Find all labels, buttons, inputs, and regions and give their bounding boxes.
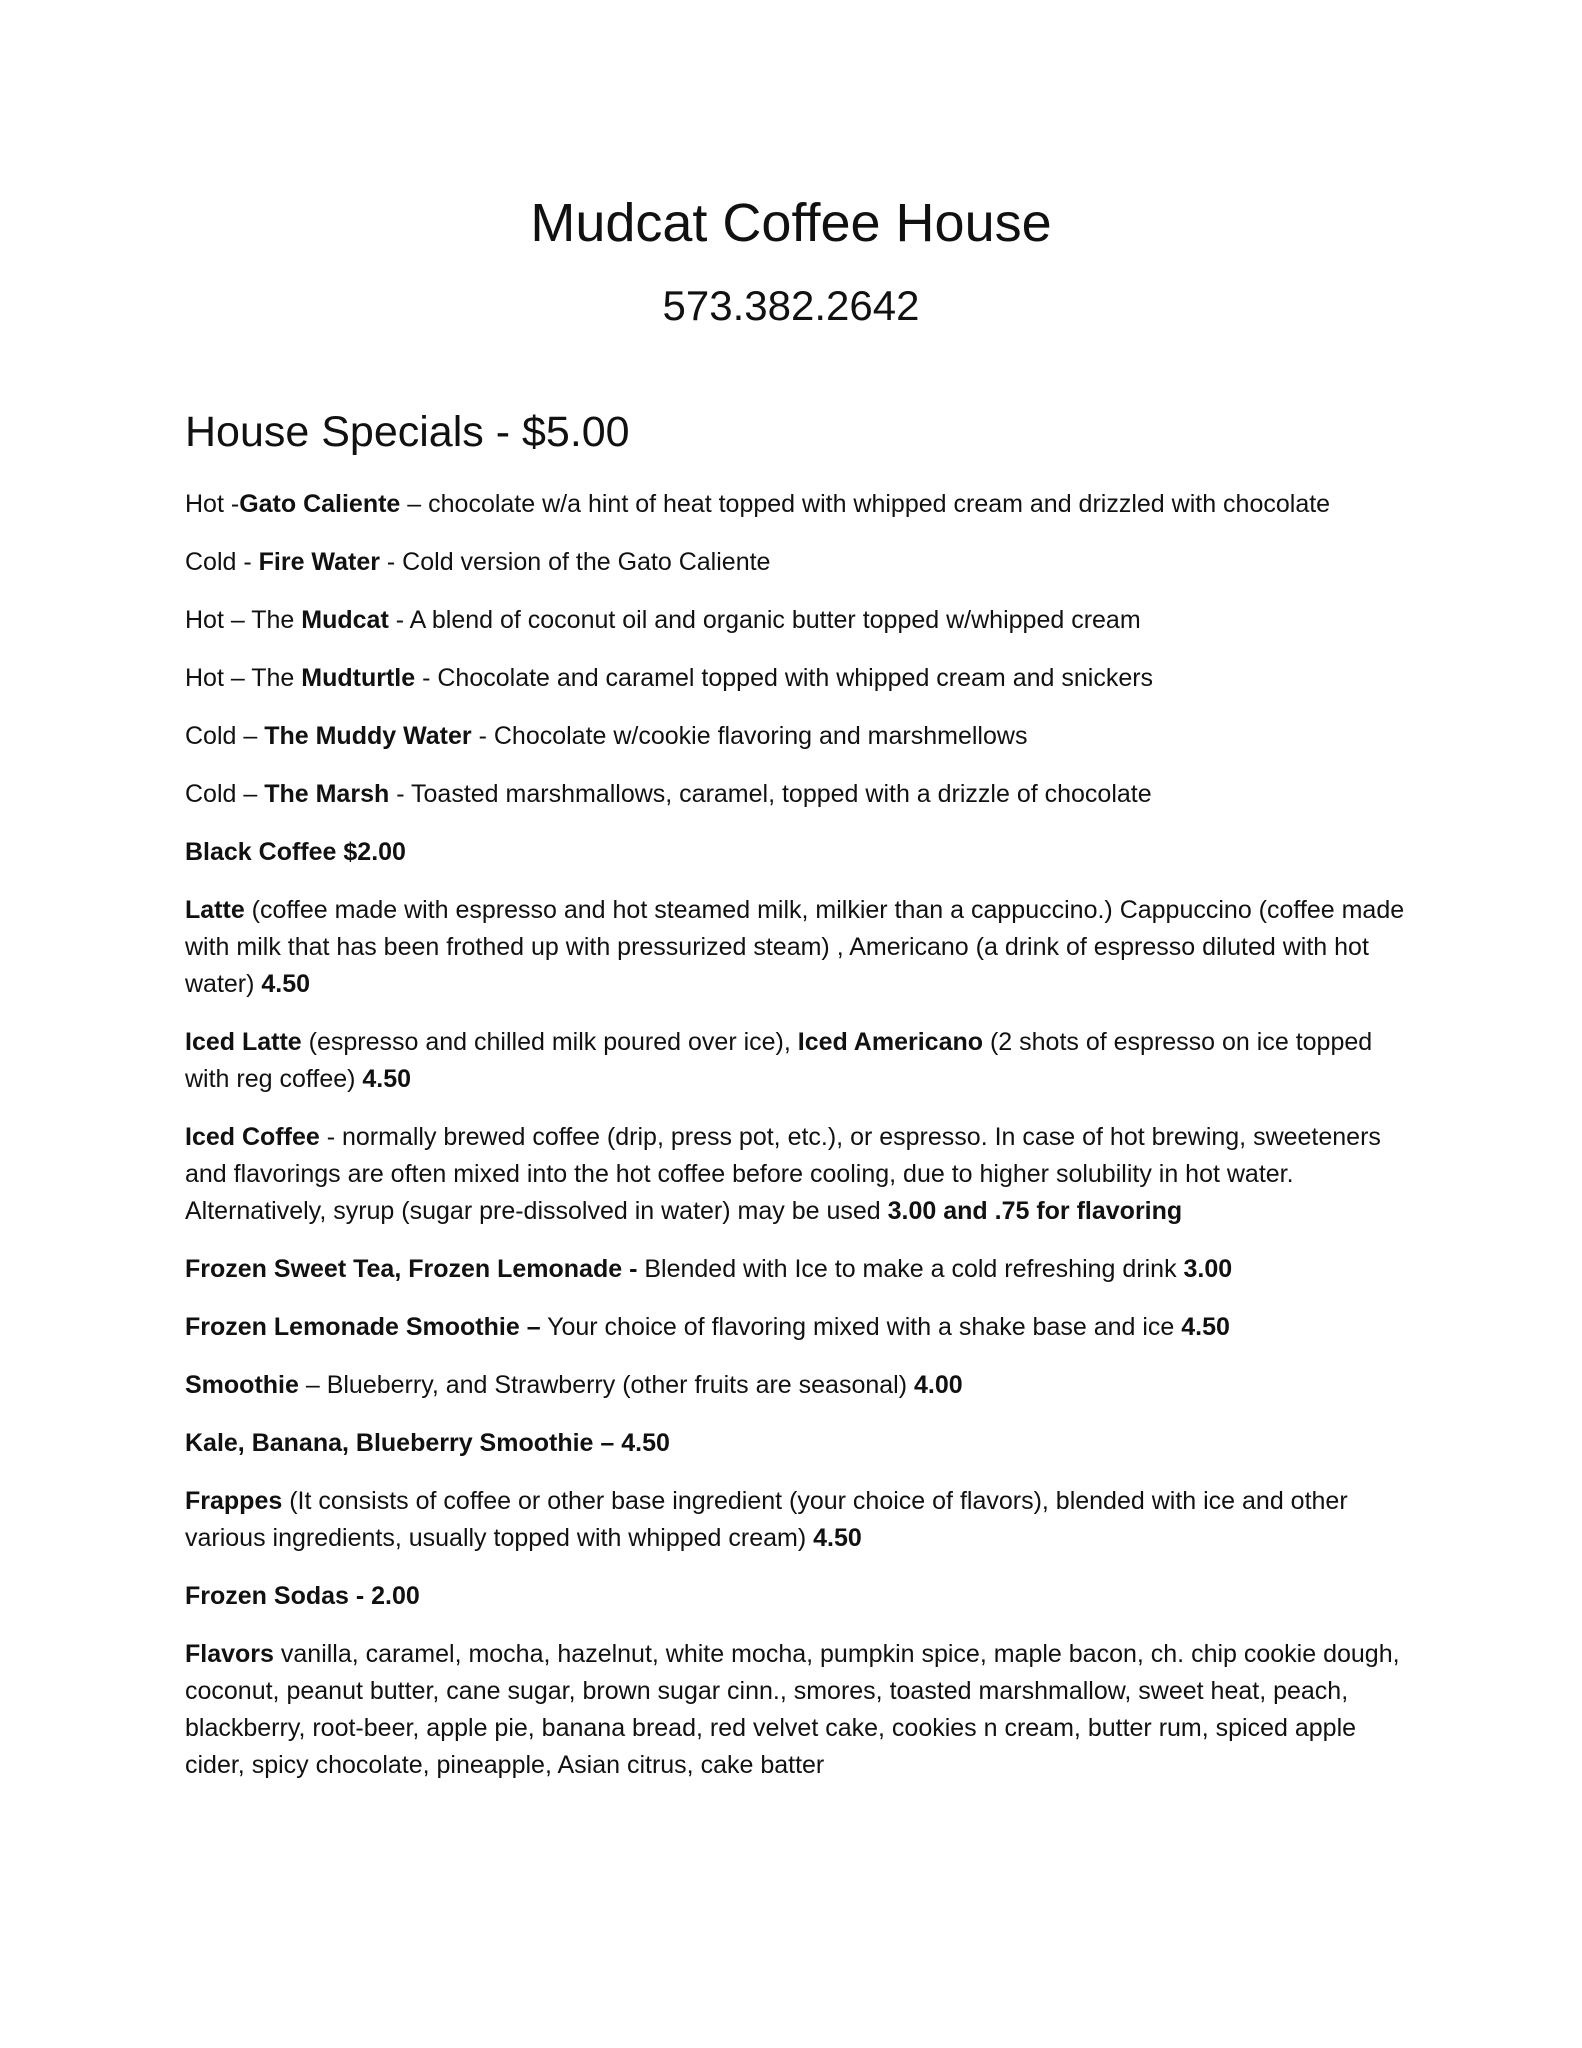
special-item: Cold - Fire Water - Cold version of the Gato Caliente xyxy=(185,548,771,576)
item-price: 4.50 xyxy=(1181,1313,1230,1341)
house-specials-heading: House Specials - $5.00 xyxy=(185,408,630,456)
black-coffee-item: Black Coffee $2.00 xyxy=(185,838,406,866)
item-price: 4.50 xyxy=(261,970,311,998)
page-title: Mudcat Coffee House xyxy=(530,193,1052,253)
item-name: Mudturtle xyxy=(301,664,416,692)
iced-latte-item: Iced Latte (espresso and chilled milk poured over ice), Iced Americano (2 shots of espresso on ice topped with reg coffee) 4.50 xyxy=(185,1028,1373,1093)
item-name: Mudcat xyxy=(301,606,389,634)
frozen-lemonade-smoothie-item: Frozen Lemonade Smoothie – Your choice of flavoring mixed with a shake base and ice 4.50 xyxy=(185,1313,1230,1341)
item-name: The Marsh xyxy=(264,780,390,808)
item-name: Fire Water xyxy=(258,548,380,576)
item-price: 4.00 xyxy=(914,1371,963,1399)
flavors-list: vanilla, caramel, mocha, hazelnut, white mocha, pumpkin spice, maple bacon, ch. chip cookie dough, coconut, peanut butter, cane sugar, brown sugar cinn., smores, toasted marshmallow, sweet heat, peach, blackberry, root-beer, apple pie, banana bread, red velvet cake, cookies n cream, butter rum, spiced apple cider, spicy chocolate, pineapple, Asian citrus, cake batter xyxy=(185,1640,1400,1779)
special-item: Hot – The Mudturtle - Chocolate and caramel topped with whipped cream and snickers xyxy=(185,664,1154,692)
flavors-item: Flavors vanilla, caramel, mocha, hazelnut, white mocha, pumpkin spice, maple bacon, ch. chip cookie dough, coconut, peanut butter, cane sugar, brown sugar cinn., smores, toasted marshmallow, sweet heat, peach, blackberry, root-beer, apple pie, banana bread, red velvet cake, cookies n cream, butter rum, spiced apple cider, spicy chocolate, pineapple, Asian citrus, cake batter xyxy=(185,1640,1400,1779)
item-price: 4.50 xyxy=(813,1524,862,1552)
frozen-sodas-item: Frozen Sodas - 2.00 xyxy=(185,1582,420,1610)
kale-smoothie-item: Kale, Banana, Blueberry Smoothie – 4.50 xyxy=(185,1429,670,1457)
item-price: 3.00 xyxy=(1183,1255,1233,1283)
item-price: 3.00 and .75 for flavoring xyxy=(887,1197,1183,1225)
item-name: Gato Caliente xyxy=(239,490,401,518)
special-item: Cold – The Marsh - Toasted marshmallows, caramel, topped with a drizzle of chocolate xyxy=(185,780,1152,808)
special-item: Hot -Gato Caliente – chocolate w/a hint of heat topped with whipped cream and drizzled with chocolate xyxy=(185,490,1331,518)
smoothie-item: Smoothie – Blueberry, and Strawberry (other fruits are seasonal) 4.00 xyxy=(185,1371,963,1399)
latte-item: Latte (coffee made with espresso and hot steamed milk, milkier than a cappuccino.) Cappuccino (coffee made with milk that has been frothed up with pressurized steam) , Americano (a drink of espresso diluted with hot water) 4.50 xyxy=(185,896,1405,998)
special-item: Cold – The Muddy Water - Chocolate w/cookie flavoring and marshmellows xyxy=(185,722,1028,750)
iced-coffee-item: Iced Coffee - normally brewed coffee (drip, press pot, etc.), or espresso. In case of hot brewing, sweeteners and flavorings are often mixed into the hot coffee before cooling, due to higher solubility in hot water. Alternatively, syrup (sugar pre-dissolved in water) may be used 3.00 and .75 for flavoring xyxy=(185,1123,1381,1225)
frozen-tea-item: Frozen Sweet Tea, Frozen Lemonade - Blended with Ice to make a cold refreshing drink 3.00 xyxy=(185,1255,1233,1283)
menu-list xyxy=(185,486,1415,1805)
special-item: Hot – The Mudcat - A blend of coconut oil and organic butter topped w/whipped cream xyxy=(185,606,1141,634)
item-name: The Muddy Water xyxy=(264,722,472,750)
phone-number: 573.382.2642 xyxy=(662,282,920,329)
item-price: 4.50 xyxy=(362,1065,412,1093)
frappes-item: Frappes (It consists of coffee or other base ingredient (your choice of flavors), blended with ice and other various ingredients, usually topped with whipped cream) 4.50 xyxy=(185,1487,1348,1552)
